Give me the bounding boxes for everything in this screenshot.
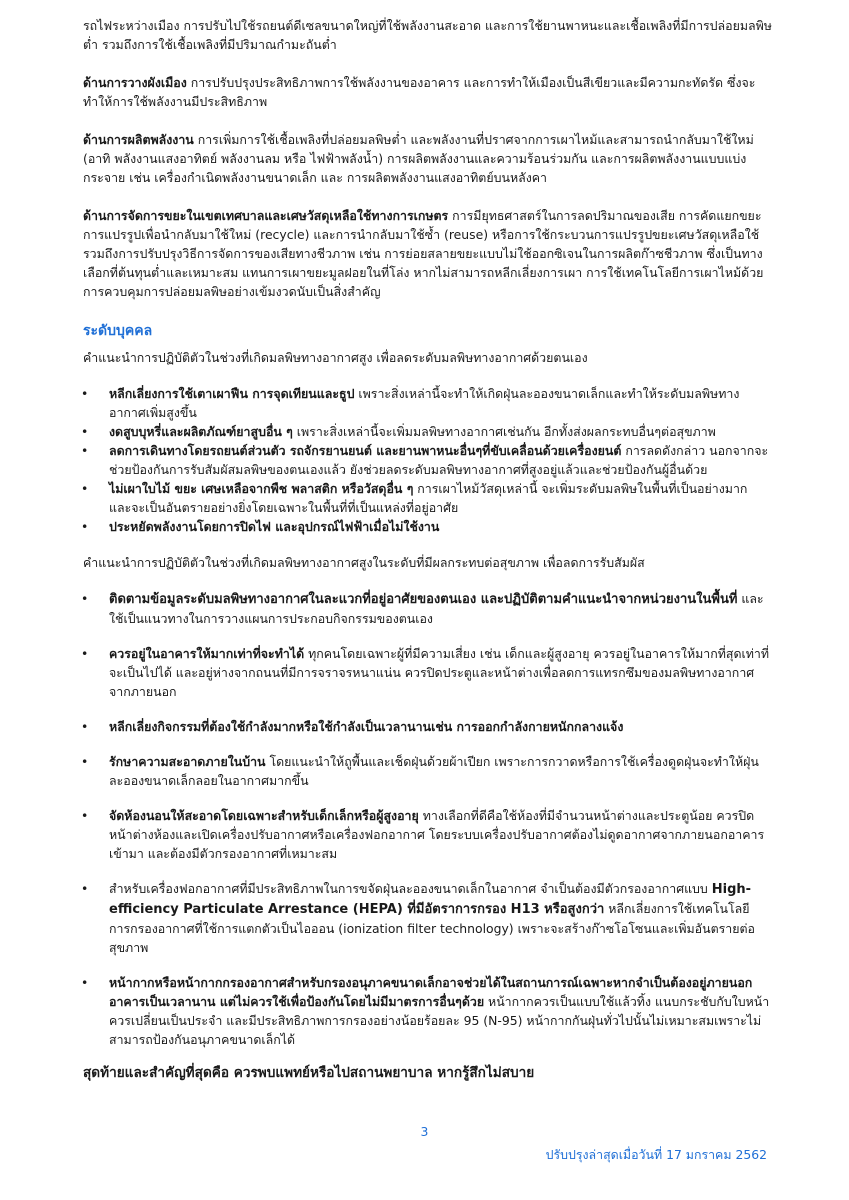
intro-reduce-exposure: คำแนะนำการปฏิบัติตัวในช่วงที่เกิดมลพิษทางอากาศสูงในระดับที่มีผลกระทบต่อสุขภาพ เพื่อลดการรับสัมผัส: [83, 555, 645, 570]
intro-reduce-pollution: คำแนะนำการปฏิบัติตัวในช่วงที่เกิดมลพิษทางอากาศสูง เพื่อลดระดับมลพิษทางอากาศด้วยตนเอง: [83, 350, 588, 365]
item-lead: ไม่เผาใบไม้ ขยะ เศษเหลือจากพืช พลาสติก หรือวัสดุอื่น ๆ: [109, 481, 414, 496]
item-lead: ติดตามข้อมูลระดับมลพิษทางอากาศในละแวกที่อยู่อาศัยของตนเอง และปฏิบัติตามคำแนะนำจากหน่วยงานในพื้นที่: [109, 592, 738, 607]
list-item: [83, 441, 773, 479]
bullet-icon: •: [81, 424, 89, 439]
bullet-icon: •: [81, 754, 89, 769]
paragraph-text: การเพิ่มการใช้เชื้อเพลิงที่ปล่อยมลพิษต่ำ และพลังงานที่ปราศจากการเผาไหม้และสามารถนำกลับมาใช้ใหม่ (อาทิ พลังงานแสงอาทิตย์ พลังงานลม หรือ ไฟฟ้าพลังน้ำ) การผลิตพลังงานและความร้อนร่วมกัน และการผลิตพลังงานแบบแบ่งกระจาย เช่น เครื่องกำเนิดพลังงานขนาดเล็ก และ การผลิตพลังงานแสงอาทิตย์บนหลังคา: [83, 132, 754, 185]
list-item: [83, 806, 773, 863]
paragraph-lead: ด้านการจัดการขยะในเขตเทศบาลและเศษวัสดุเหลือใช้ทางการเกษตร: [83, 208, 449, 223]
bullet-icon: •: [81, 591, 89, 606]
bullet-icon: •: [81, 386, 89, 401]
waste-management-paragraph: [83, 206, 773, 301]
item-text: การเผาไหม้วัสดุเหล่านี้ จะเพิ่มระดับมลพิษในพื้นที่เป็นอย่างมาก และจะเป็นอันตรายอย่างยิ่งโดยเฉพาะในพื้นที่ที่เป็นแหล่งที่อยู่อาศัย: [109, 481, 748, 515]
reduce-exposure-list: [83, 589, 773, 1049]
paragraph-text: การมียุทธศาสตร์ในการลดปริมาณของเสีย การคัดแยกขยะ การแปรรูปเพื่อนำกลับมาใช้ใหม่ (recycle) และการนำกลับมาใช้ซ้ำ (reuse) หรือการใช้กระบวนการแปรรูปขยะเศษวัสดุเหลือใช้ รวมถึงการปรับปรุงวิธีการจัดการของเสียทางชีวภาพ เช่น การย่อยสลายขยะแบบไม่ใช้ออกซิเจนในการผลิตก๊าซชีวภาพ ซึ่งเป็นทางเลือกที่ต้นทุนต่ำและเหมาะสม แทนการเผาขยะมูลฝอยในที่โล่ง หากไม่สามารถหลีกเลี่ยงการเผา การใช้เทคโนโลยีการเผาไหม้ด้วยการควบคุมการปล่อยมลพิษอย่างเข้มงวดนับเป็นสิ่งสำคัญ: [83, 208, 764, 299]
bullet-icon: •: [81, 881, 89, 896]
item-text: และใช้เป็นแนวทางในการวางแผนการประกอบกิจกรรมของตนเอง: [109, 591, 764, 626]
bullet-icon: •: [81, 975, 89, 990]
list-item: [83, 479, 773, 517]
list-item: [83, 422, 773, 441]
item-text: ทางเลือกที่ดีคือใช้ห้องที่มีจำนวนหน้าต่างและประตูน้อย ควรปิดหน้าต่างห้องและเปิดเครื่องปรับอากาศหรือเครื่องฟอกอากาศ โดยระบบเครื่องปรับอากาศต้องไม่ดูดอากาศจากภายนอกอาคารเข้ามา และต้องมีตัวกรองอากาศที่เหมาะสม: [109, 808, 765, 861]
list-item: [83, 517, 773, 536]
final-advice: สุดท้ายและสำคัญที่สุดคือ ควรพบแพทย์หรือไปสถานพยาบาล หากรู้สึกไม่สบาย: [83, 1065, 535, 1081]
item-lead: หลีกเลี่ยงกิจกรรมที่ต้องใช้กำลังมากหรือใช้กำลังเป็นเวลานานเช่น การออกกำลังกายหนักกลางแจ้ง: [109, 719, 624, 734]
urban-planning-paragraph: [83, 73, 773, 111]
item-text: หน้ากากควรเป็นแบบใช้แล้วทิ้ง แนบกระชับกับใบหน้า ควรเปลี่ยนเป็นประจำ และมีประสิทธิภาพการกรองอย่างน้อยร้อยละ 95 (N-95) หน้ากากกันฝุ่นทั่วไปนั้นไม่เหมาะสมเพราะไม่สามารถป้องกันอนุภาคขนาดเล็กได้: [109, 994, 770, 1047]
item-lead: งดสูบบุหรี่และผลิตภัณฑ์ยาสูบอื่น ๆ: [109, 424, 293, 439]
paragraph-text: การปรับปรุงประสิทธิภาพการใช้พลังงานของอาคาร และการทำให้เมืองเป็นสีเขียวและมีความกะทัดรัด ซึ่งจะทำให้การใช้พลังงานมีประสิทธิภาพ: [83, 75, 756, 109]
list-item: [83, 644, 773, 701]
page-number: 3: [420, 1124, 429, 1139]
item-text: ทุกคนโดยเฉพาะผู้ที่มีความเสี่ยง เช่น เด็กและผู้สูงอายุ ควรอยู่ในอาคารให้มากที่สุดเท่าที่จะเป็นไปได้ และอยู่ห่างจากถนนที่มีการจราจรหนาแน่น ควรปิดประตูและหน้าต่างเพื่อลดการแทรกซึมของมลพิษทางอากาศจากภายนอก: [109, 646, 770, 699]
document-page: [83, 16, 773, 1083]
item-lead: รักษาความสะอาดภายในบ้าน: [109, 754, 266, 769]
energy-production-paragraph: [83, 130, 773, 187]
bullet-icon: •: [81, 646, 89, 661]
paragraph-lead: ด้านการวางผังเมือง: [83, 75, 187, 90]
reduce-pollution-list: [83, 384, 773, 536]
item-lead: ประหยัดพลังงานโดยการปิดไฟ และอุปกรณ์ไฟฟ้าเมื่อไม่ใช้งาน: [109, 519, 440, 534]
list-item-mask: [83, 973, 773, 1049]
item-lead: ลดการเดินทางโดยรถยนต์ส่วนตัว รถจักรยานยนต์ และยานพาหนะอื่นๆที่ขับเคลื่อนด้วยเครื่องยนต์: [109, 443, 622, 458]
item-lead: ควรอยู่ในอาคารให้มากเท่าที่จะทำได้: [109, 646, 305, 661]
list-item: [83, 717, 773, 736]
bullet-icon: •: [81, 719, 89, 734]
last-updated: ปรับปรุงล่าสุดเมื่อวันที่ 17 มกราคม 2562: [545, 1147, 767, 1162]
list-item: [83, 384, 773, 422]
hepa-post: หลีกเลี่ยงการใช้เทคโนโลยีการกรองอากาศที่ใช้การแตกตัวเป็นไอออน (ionization filter technology) เพราะจะสร้างก๊าซโอโซนและเพิ่มอันตรายต่อสุขภาพ: [109, 901, 756, 955]
item-lead: หลีกเลี่ยงการใช้เตาเผาฟืน การจุดเทียนและธูป: [109, 386, 355, 401]
paragraph-lead: ด้านการผลิตพลังงาน: [83, 132, 194, 147]
item-text: การลดดังกล่าว นอกจากจะช่วยป้องกันการรับสัมผัสมลพิษของตนเองแล้ว ยังช่วยลดระดับมลพิษทางอากาศที่สูงอยู่แล้วและช่วยป้องกันผู้อื่นด้วย: [109, 443, 769, 477]
bullet-icon: •: [81, 519, 89, 534]
hepa-pre: สำหรับเครื่องฟอกอากาศที่มีประสิทธิภาพในการขจัดฝุ่นละอองขนาดเล็กในอากาศ จำเป็นต้องมีตัวกรองอากาศแบบ: [109, 881, 712, 896]
item-text: เพราะสิ่งเหล่านี้จะเพิ่มมลพิษทางอากาศเช่นกัน อีกทั้งส่งผลกระทบอื่นๆต่อสุขภาพ: [292, 424, 716, 439]
bullet-icon: •: [81, 443, 89, 458]
item-text: เพราะสิ่งเหล่านี้จะทำให้เกิดฝุ่นละอองขนาดเล็กและทำให้ระดับมลพิษทางอากาศเพิ่มสูงขึ้น: [109, 386, 740, 420]
item-lead: หน้ากากหรือหน้ากากกรองอากาศสำหรับกรองอนุภาคขนาดเล็กอาจช่วยได้ในสถานการณ์เฉพาะหากจำเป็นต้องอยู่ภายนอกอาคารเป็นเวลานาน แต่ไม่ควรใช้เพื่อป้องกันโดยไม่มีมาตรการอื่นๆด้วย: [109, 975, 753, 1009]
section-title: ระดับบุคคล: [83, 323, 153, 339]
item-lead: จัดห้องนอนให้สะอาดโดยเฉพาะสำหรับเด็กเล็กหรือผู้สูงอายุ: [109, 808, 419, 823]
item-text: โดยแนะนำให้ถูพื้นและเช็ดฝุ่นด้วยผ้าเปียก เพราะการกวาดหรือการใช้เครื่องดูดฝุ่นจะทำให้ฝุ่นละอองขนาดเล็กลอยในอากาศมากขึ้น: [109, 754, 759, 788]
bullet-icon: •: [81, 808, 89, 823]
list-item: [83, 589, 773, 628]
list-item: [83, 752, 773, 790]
intro-tail-paragraph: รถไฟระหว่างเมือง การปรับไปใช้รถยนต์ดีเซลขนาดใหญ่ที่ใช้พลังงานสะอาด และการใช้ยานพาหนะและเชื้อเพลิงที่มีการปล่อยมลพิษต่ำ รวมถึงการใช้เชื้อเพลิงที่มีปริมาณกำมะถันต่ำ: [83, 18, 772, 52]
hepa-bold: High-efficiency Particulate Arrestance (HEPA) ที่มีอัตราการกรอง H13 หรือสูงกว่า: [109, 882, 752, 917]
bullet-icon: •: [81, 481, 89, 496]
list-item-hepa: [83, 879, 773, 957]
